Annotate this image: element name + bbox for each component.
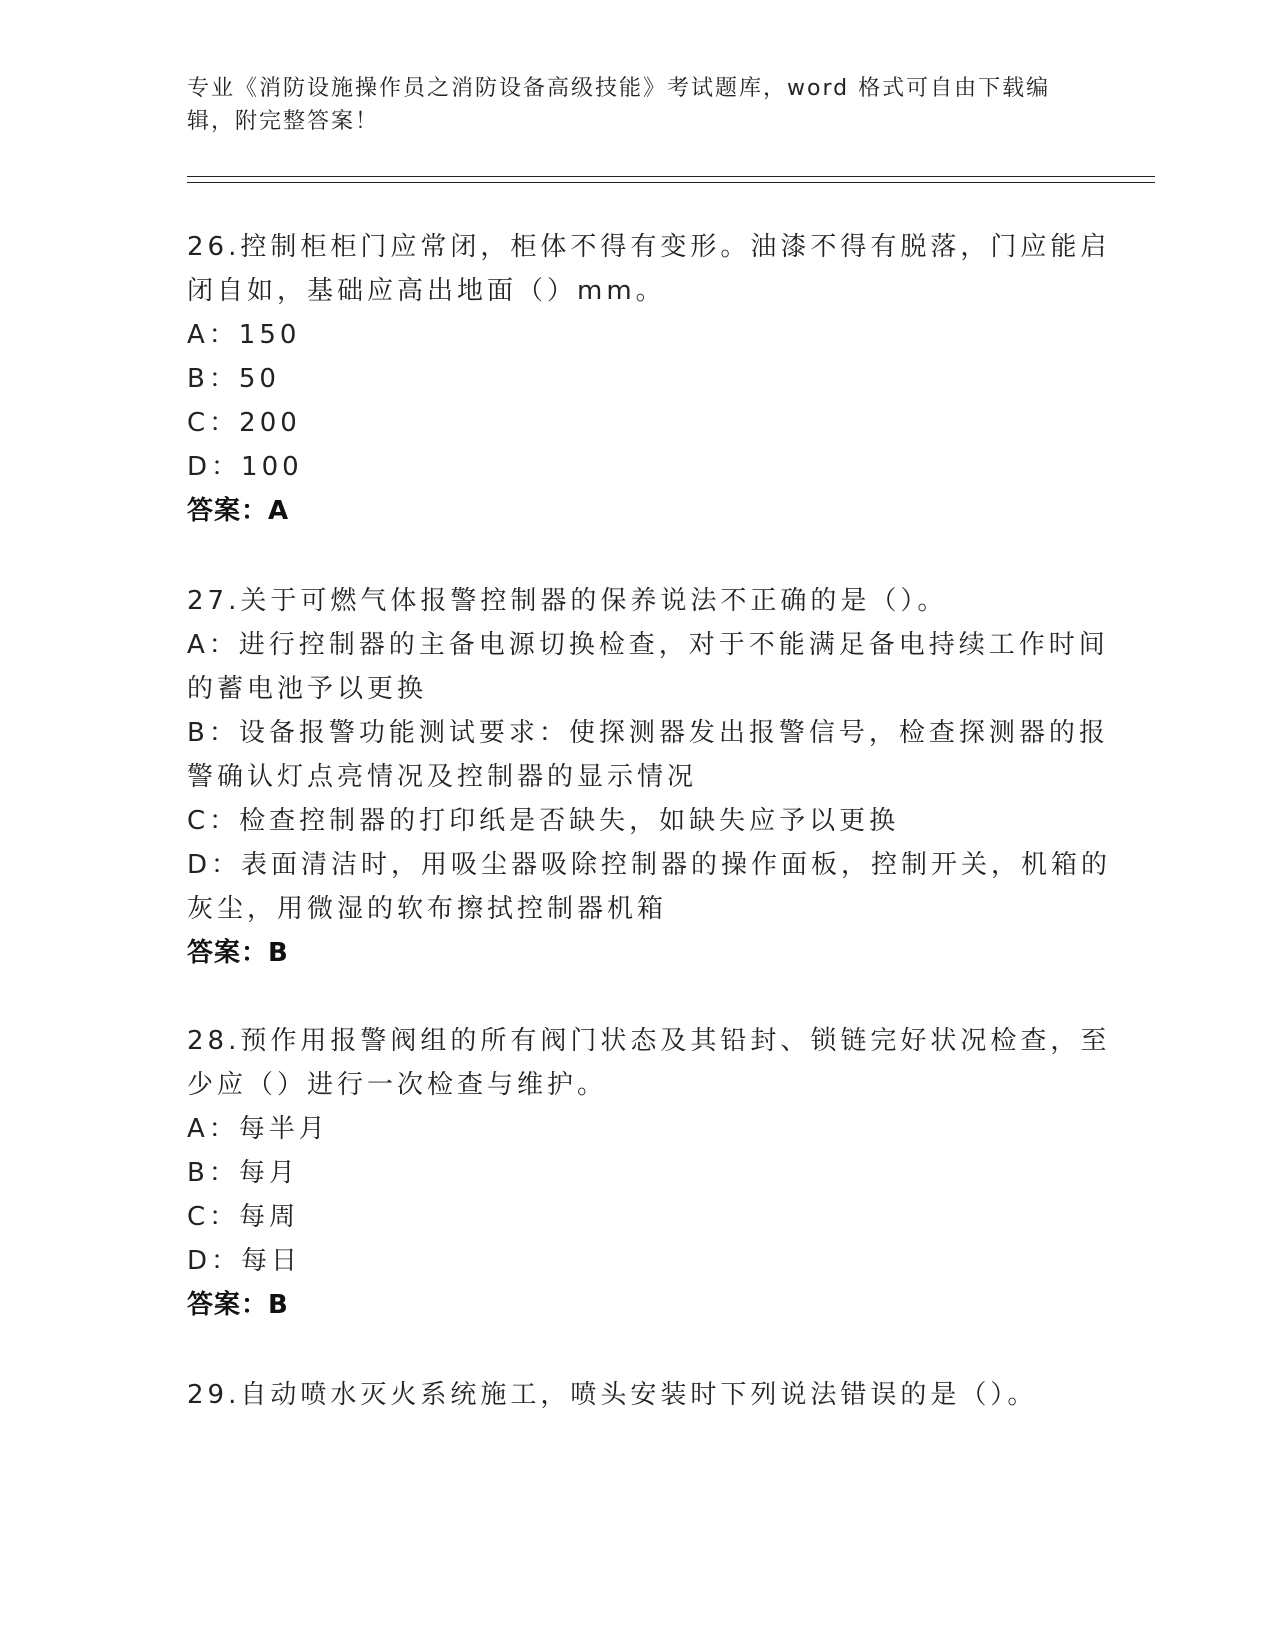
header-note-line-1: 专业《消防设施操作员之消防设备高级技能》考试题库，word 格式可自由下载编	[187, 76, 1051, 101]
header-note	[187, 72, 1077, 138]
question-27-option-a-line-2: 的蓄电池予以更换	[187, 674, 428, 704]
question-26-option-d: D：100	[187, 452, 303, 482]
question-27-stem-line-1: 27.关于可燃气体报警控制器的保养说法不正确的是（）。	[187, 586, 948, 616]
question-28-option-c: C：每周	[187, 1202, 300, 1232]
question-28-option-b: B：每月	[187, 1158, 299, 1188]
question-29-stem-line-1: 29.自动喷水灭火系统施工，喷头安装时下列说法错误的是（）。	[187, 1380, 1038, 1410]
question-26-option-a: A：150	[187, 320, 301, 350]
question-26-option-c: C：200	[187, 408, 301, 438]
question-28-stem-line-2: 少应（）进行一次检查与维护。	[187, 1070, 608, 1100]
question-26-stem-line-2: 闭自如，基础应高出地面（）mm。	[187, 276, 666, 306]
question-28-stem-line-1: 28.预作用报警阀组的所有阀门状态及其铅封、锁链完好状况检查，至	[187, 1026, 1111, 1056]
question-26-stem-line-1: 26.控制柜柜门应常闭，柜体不得有变形。油漆不得有脱落，门应能启	[187, 232, 1111, 262]
question-26-option-b: B：50	[187, 364, 280, 394]
question-26-answer: 答案：A	[187, 496, 290, 526]
question-28-answer: 答案：B	[187, 1290, 289, 1320]
question-27-answer: 答案：B	[187, 938, 289, 968]
question-27-option-b-line-2: 警确认灯点亮情况及控制器的显示情况	[187, 762, 698, 792]
question-27-option-d-line-2: 灰尘，用微湿的软布擦拭控制器机箱	[187, 894, 668, 924]
header-note-line-2: 辑，附完整答案！	[187, 109, 380, 134]
question-28-option-d: D：每日	[187, 1246, 302, 1276]
header-divider-top	[187, 176, 1155, 177]
question-27-option-d-line-1: D：表面清洁时，用吸尘器吸除控制器的操作面板，控制开关，机箱的	[187, 850, 1112, 880]
question-27-option-a-line-1: A：进行控制器的主备电源切换检查，对于不能满足备电持续工作时间	[187, 630, 1109, 660]
question-28-option-a: A：每半月	[187, 1114, 329, 1144]
header-divider-bottom	[187, 182, 1155, 183]
question-27-option-b-line-1: B：设备报警功能测试要求：使探测器发出报警信号，检查探测器的报	[187, 718, 1109, 748]
question-27-option-c: C：检查控制器的打印纸是否缺失，如缺失应予以更换	[187, 806, 900, 836]
